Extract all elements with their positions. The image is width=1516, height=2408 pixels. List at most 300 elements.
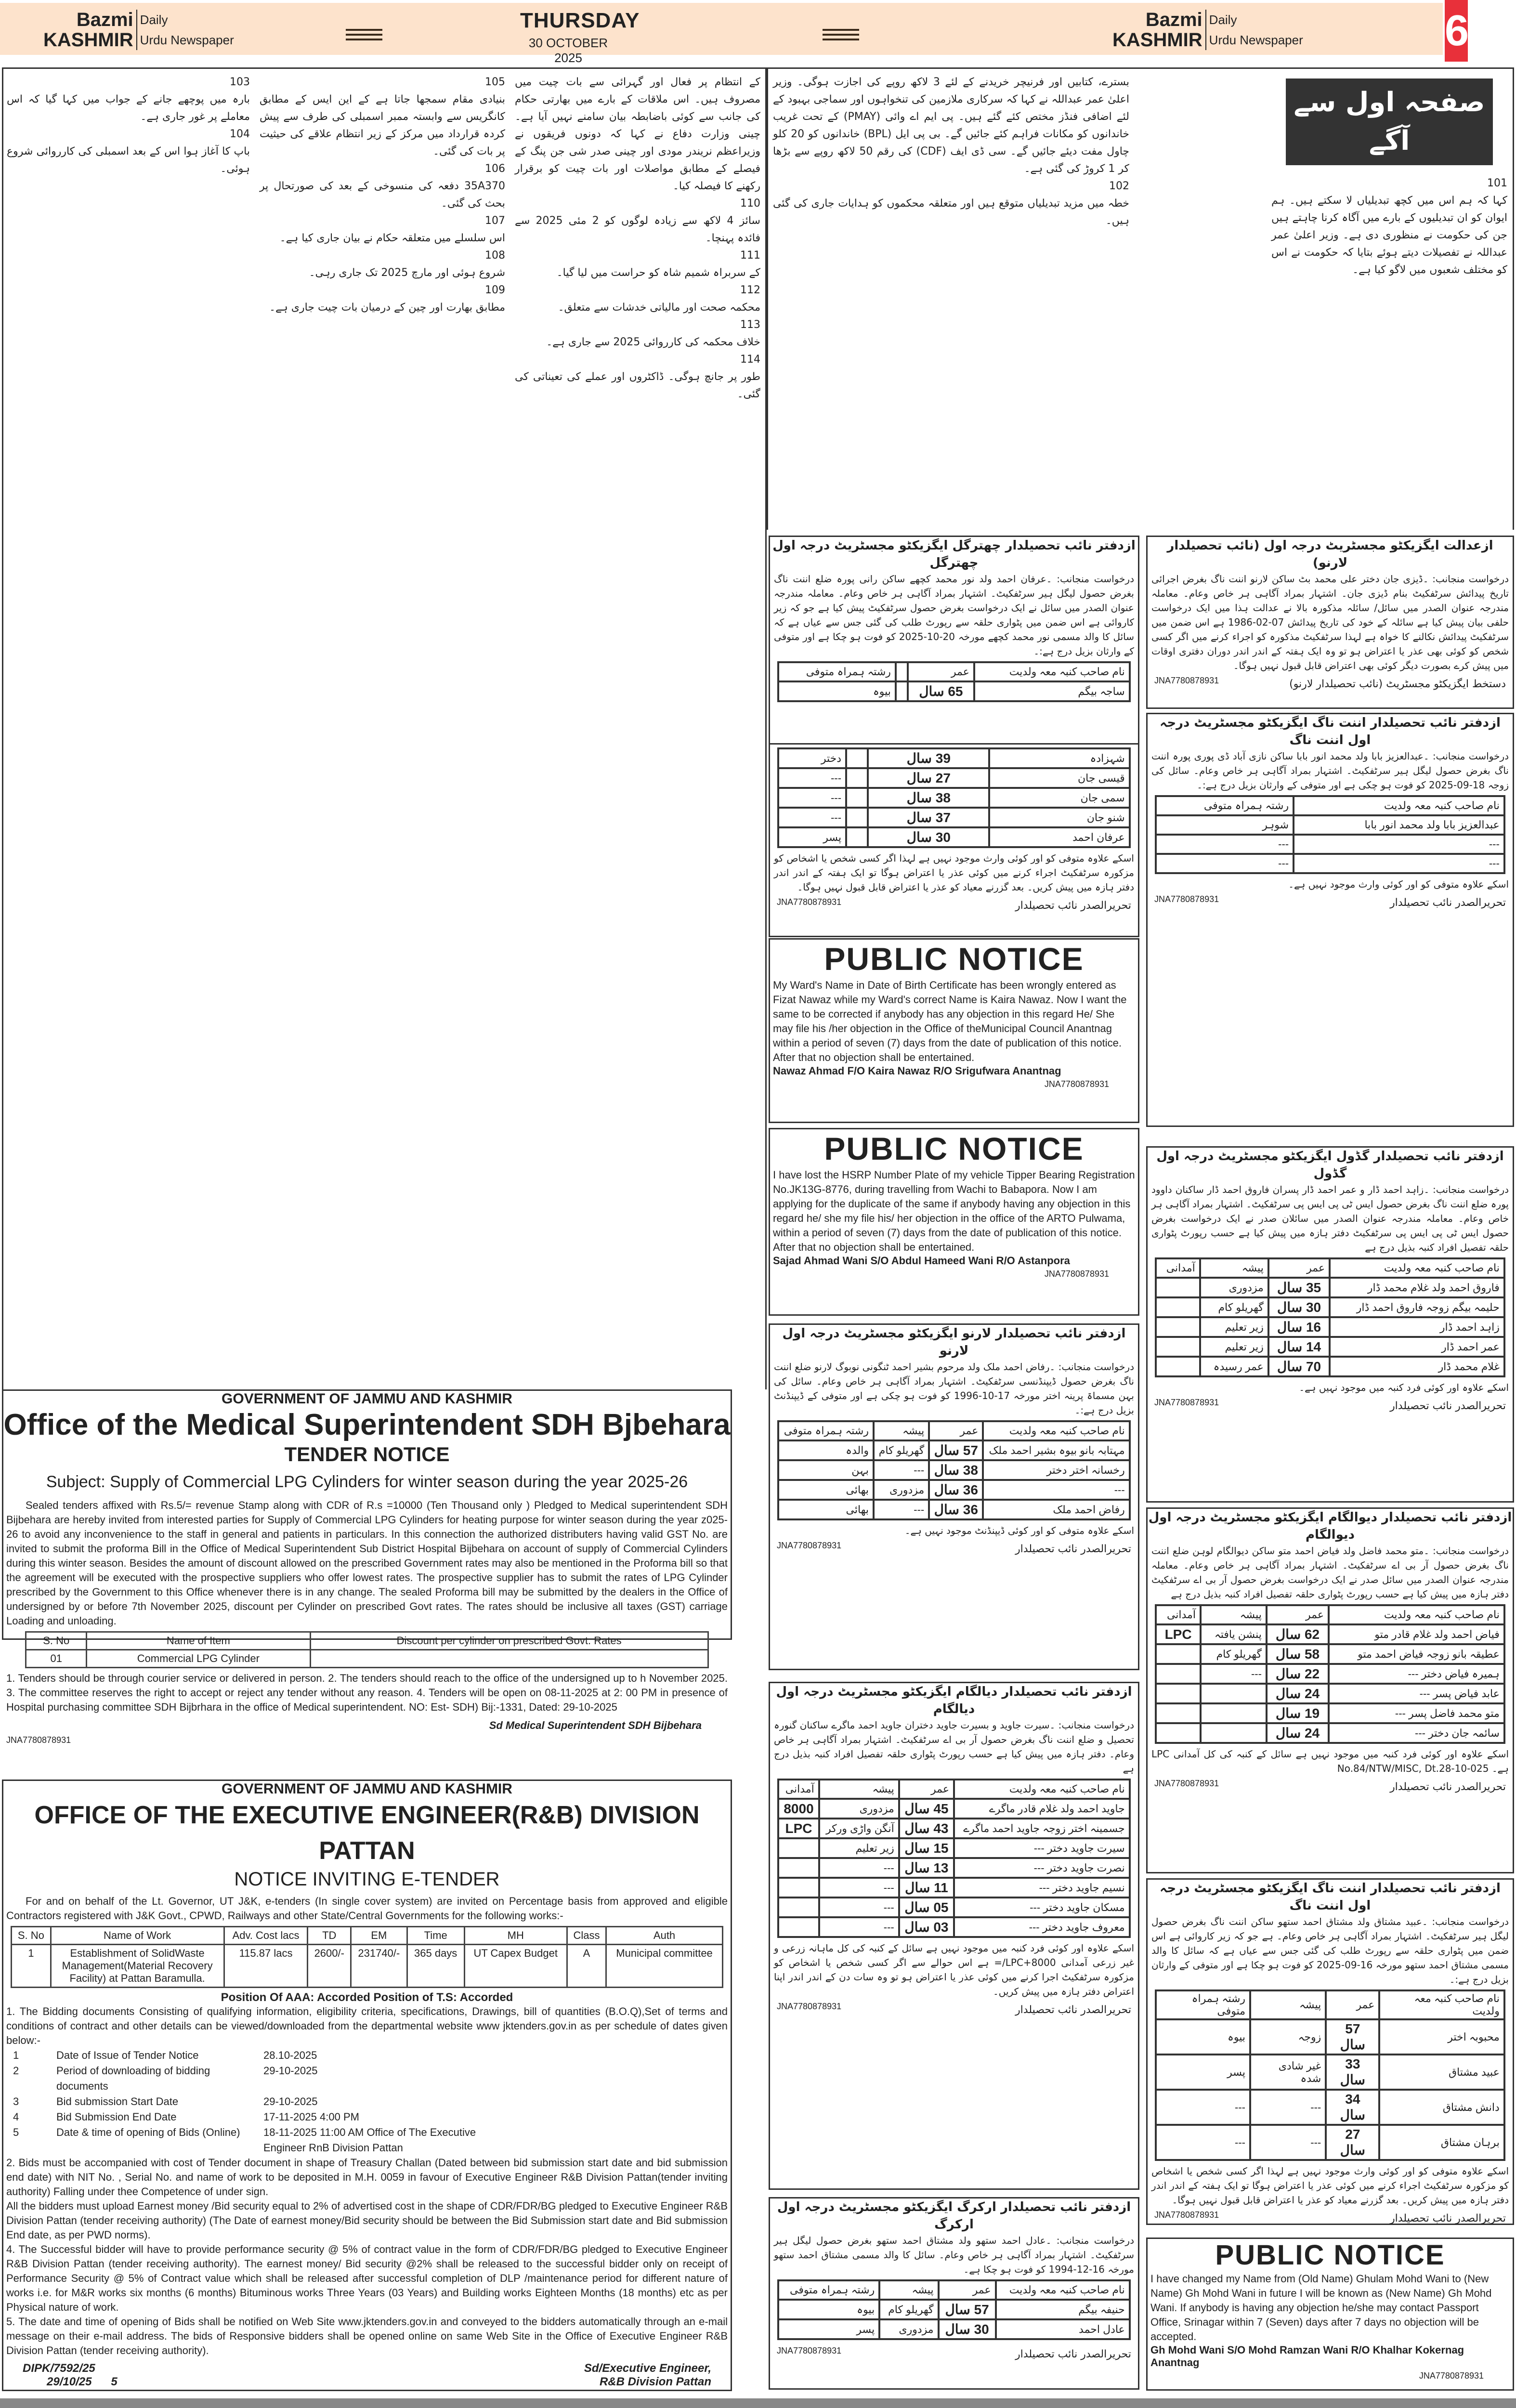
notice-title: ازعدالت ایگزیکٹو مجسٹریٹ درجہ اول (نائب تحصیلدار لارنو): [1167, 538, 1493, 570]
schedule-row: [8, 2048, 726, 2063]
schedule-label: Date of Issue of Tender Notice: [56, 2049, 199, 2061]
masthead-rule-left: [346, 26, 382, 43]
table-cell: جاوید احمد ولد غلام قادر ماگرے: [954, 1799, 1130, 1819]
public-notice-hsrp-plate: [769, 1128, 1139, 1316]
table-cell: دانش مشتاق: [1379, 2090, 1504, 2125]
table-header: پیشہ: [1201, 1605, 1267, 1624]
table-row: [1156, 815, 1504, 835]
heirs-table: [777, 2279, 1130, 2340]
table-header: آمدانی: [1156, 1258, 1200, 1278]
ad-code: JNA7780878931: [1154, 1398, 1219, 1407]
front-continued-column: [1267, 69, 1512, 279]
table-cell: نسیم جاوید دختر ---: [954, 1878, 1130, 1898]
table-cell: 27 سال: [1326, 2125, 1379, 2160]
ad-code: JNA7780878931: [1044, 1079, 1109, 1089]
notice-signature: تحریرالصدر نائب تحصیلدار: [1015, 2348, 1131, 2360]
brand-name-line1: Bazmi: [76, 9, 133, 30]
section-number: 108: [485, 249, 505, 262]
table-cell: غلام محمد ڈار: [1330, 1357, 1504, 1376]
table-header: عمر: [1268, 1258, 1330, 1278]
heirs-table: [1155, 1989, 1505, 2161]
tender-body: Sealed tenders affixed with Rs.5/= revenue Stamp along with CDR of R.s =10000 (Ten Thousand only ) Pledged to Medical superintendent SDH Bijbehara are hereby invited from interested parties for Supply of Commercial LPG Cylinders for heating purpose for winter season during the year z025-26 to avoid any inconvenience to the staff in general and patients in particulars. In this connection the authorized distributers having valid GST No. are invited to submit the proforma Bill in the Office of Medical Superintendent Sub District Hospital Bijbehara on account of supply of Commercial Cylinders during this winter season. Besides the amount of discount allowed on the prescribed Government rates may also be mentioned in the Proforma bill so that the agreement will be executed with the prospective suppliers who offer lowest rates. The prospective supplier has to submit the rates of LPG Cylinder prescribed by the Government to this Office whenever there is in any change. The sealed Proforma bill may be submitted by the dealers in the Office of undersigned by or before 7th November 2025, discount per Cylinder on prescribed Govt rates. The rates should be inclusive all taxes (GST) carriage Loading and unloading.: [6, 1499, 728, 1627]
table-cell: ---: [819, 1858, 899, 1878]
table-row: [1156, 1297, 1504, 1317]
table-cell: 36 سال: [929, 1500, 983, 1519]
table-row: [778, 827, 1129, 847]
table-cell: LPC: [778, 1819, 819, 1838]
table-row: [1156, 1624, 1504, 1644]
ad-code: JNA7780878931: [1044, 1269, 1109, 1279]
family-table: [777, 1779, 1130, 1938]
notice-body: درخواست منجانب: ۔عبید مشتاق ولد مشتاق احمد ستھو ساکن اننت ناگ بغرض حصول لیگل ہیر سرٹفکیٹ۔ اشتہار بمراد آگاہی ہر خاص وعام۔ ہے جو کہ زیر کاروائی ہے اس ضمن میں پٹواری حلقہ سے رپورٹ طلب کی گئی جس سے عیاں ہے کہ سائل کا والد مسمی مشتاق احمد ستھو مورخہ 16-09-2025 کو فوت ہو چکا ہے اور متوفی کے وارثان بزیل درج ہے:۔: [1151, 1916, 1509, 1985]
ad-code: JNA7780878931: [777, 2002, 842, 2011]
table-cell: 231740/-: [351, 1945, 407, 1988]
table-cell: ---: [1250, 2125, 1326, 2160]
notice-title: ازدفتر نائب تحصیلدار اننت ناگ ایگزیکٹو مجسٹریٹ درجہ اول اننت ناگ: [1160, 716, 1501, 747]
news-paragraph: محکمہ صحت اور مالیاتی خدشات سے متعلق۔: [558, 301, 760, 314]
notice-signature: تحریرالصدر نائب تحصیلدار: [1390, 897, 1506, 909]
table-cell: بھائی: [778, 1480, 874, 1500]
schedule-num: 5: [13, 2126, 19, 2138]
tender-notice-sdh: [2, 1389, 732, 1745]
table-cell: [1156, 1684, 1201, 1703]
table-cell: 24 سال: [1267, 1684, 1329, 1703]
table-header: Adv. Cost lacs: [224, 1927, 308, 1945]
page-number: 6: [1445, 0, 1468, 62]
table-row: [778, 2300, 1129, 2319]
table-cell: 57 سال: [929, 1440, 983, 1460]
notice-body: درخواست منجانب: ۔عادل احمد ستھو ولد مشتاق احمد ستھو بغرض حصول لیگل ہیر سرٹفکیٹ۔ اشتہار بمراد آگاہی ہر خاص وعام۔ سائل کا والد مسمی مشتاق احمد ستھو مورخہ 16-12-1994 کو فوت ہو چکا ہے۔: [774, 2235, 1134, 2275]
notice-closing: اسکے علاوہ اور کوئی فرد کنبہ میں موجود نہیں ہے سائل کے کنبہ کی کل آمدانی LPC ہے۔ No.84/NTW/MISC, Dt.28-10-025: [1151, 1748, 1509, 1774]
table-cell: عبید مشتاق: [1379, 2055, 1504, 2090]
news-paragraph: خلاف محکمہ کی کارروائی 2025 سے جاری ہے۔: [546, 336, 760, 348]
table-cell: 15 سال: [899, 1838, 954, 1858]
section-number: 110: [740, 197, 760, 209]
table-cell: ---: [819, 1917, 899, 1937]
table-header: نام صاحب کنبہ معہ ولدیت: [954, 1780, 1130, 1799]
table-cell: 01: [26, 1650, 87, 1668]
table-cell: [778, 1917, 819, 1937]
tender-para: 2. Bids must be accompanied with cost of Tender document in shape of Treasury Challan (Dated between bid submission start date and bid submission end date) with NIT No. , Serial No. and name of work to be deposited in M.H. 0059 in favour of Executive Engineer R&B Division Pattan(tender inviting authority) Falling under thee Competence of under sign.: [6, 2157, 728, 2198]
table-row: [778, 1480, 1129, 1500]
table-row: [1156, 1684, 1504, 1703]
news-column-4: [773, 74, 1129, 230]
table-header: رشتہ ہمراہ متوفی: [778, 662, 896, 681]
table-cell: عابد فیاض پسر ---: [1329, 1684, 1504, 1703]
table-row: [1156, 854, 1504, 873]
table-header: پیشہ: [819, 1780, 899, 1799]
table-row: [778, 681, 1129, 701]
table-row: [1156, 1337, 1504, 1357]
public-notice-name-change: [1146, 2238, 1514, 2391]
table-row: [778, 808, 1129, 827]
table-row: [1156, 835, 1504, 854]
table-cell: 30 سال: [939, 2319, 996, 2339]
schedule-value: 17-11-2025 4:00 PM: [263, 2111, 359, 2123]
table-cell: [778, 1878, 819, 1898]
news-column-2: [260, 74, 505, 316]
schedule-row: [8, 2125, 726, 2156]
table-cell: 05 سال: [899, 1898, 954, 1917]
table-cell: مزدوری: [1200, 1278, 1268, 1297]
table-header: نام صاحب کنبہ معہ ولدیت: [974, 662, 1130, 681]
table-row: [1156, 1317, 1504, 1337]
table-row: [778, 1819, 1129, 1838]
news-paragraph: خطہ میں مزید تبدیلیاں متوقع ہیں اور متعلقہ محکموں کو ہدایات جاری کی گئی ہیں۔: [773, 197, 1129, 227]
news-block-right: [767, 67, 1514, 530]
table-cell: پسر: [778, 827, 846, 847]
table-cell: گھریلو کام: [874, 1440, 929, 1460]
heirs-table: [1155, 795, 1505, 874]
table-cell: فیاض احمد ولد غلام قادر متو: [1329, 1624, 1504, 1644]
table-cell: متو محمد فاضل پسر ---: [1329, 1703, 1504, 1723]
table-row: [778, 748, 1129, 768]
signature-line1: Sd/Executive Engineer,: [584, 2362, 711, 2375]
table-row: [778, 1799, 1129, 1819]
table-cell: [846, 768, 868, 788]
notice-title: ازدفتر نائب تحصیلدار چھترگل ایگزیکٹو مجسٹریٹ درجہ اول چھترگل: [772, 538, 1136, 570]
table-header: پیشہ: [874, 1421, 929, 1440]
table-cell: رفاض احمد ملک: [983, 1500, 1129, 1519]
table-cell: [778, 1898, 819, 1917]
table-cell: [846, 827, 868, 847]
notice-body: درخواست منجانب: ۔رفاض احمد ملک ولد مرحوم بشیر احمد ٹنگونی نوبوگ لارنو ضلع اننت ناگ بغرض حصول ڈیپنڈنسی سرٹفکیٹ۔ اشتہار بمراد آگاہی ہر خاص وعام۔ سائل کی بہن مسماۃ پرینہ اختر مورخہ 17-10-1996 کو فوت ہو چکی ہے اور متوفی کے ڈیپنڈنٹ بزیل درج ہے:۔: [774, 1361, 1134, 1416]
table-cell: 70 سال: [1268, 1357, 1330, 1376]
table-cell: 16 سال: [1268, 1317, 1330, 1337]
news-column-1: [515, 74, 760, 403]
notice-body: درخواست منجانب: ۔عرفان احمد ولد نور محمد کچھے ساکن رانی پورہ ضلع اننت ناگ بغرض حصول لیگل ہیر سرٹفکیٹ۔ اشتہار بمراد آگاہی ہر خاص وعام۔ معاملہ مندرجہ عنوان الصدر میں سائل نے ایک درخواست بغرض حصول سرٹفکیٹ پیش کیا ہے جو کہ زیر کاروائی ہے اس ضمن میں پٹواری حلقہ سے رپورٹ طلب کی گئی جس سے عیاں ہے کہ سائل کا والد مسمی نور محمد کچھے مورخہ 20-10-2025 کو فوت ہو چکا ہے اور متوفی کے وارثان بزیل درج ہے:۔: [774, 573, 1135, 657]
table-header: رشتہ ہمراہ متوفی: [1156, 1990, 1250, 2019]
schedule-num: 3: [13, 2095, 19, 2107]
table-cell: 30 سال: [1268, 1297, 1330, 1317]
table-header: نام صاحب کنبہ معہ ولدیت: [996, 2280, 1130, 2300]
tender-para: 1. The Bidding documents Consisting of qualifying information, eligibility criteria, specifications, Drawings, bill of quantities (B.O.Q),Set of terms and conditions of contract and other details can be viewed/downloaded from the departmental website www jktenders.gov.in as per schedule of dates given below:-: [6, 2005, 728, 2046]
news-paragraph: مطابق بھارت اور چین کے درمیان بات چیت جاری ہے۔: [269, 301, 505, 314]
table-cell: ---: [983, 1480, 1129, 1500]
table-cell: [1201, 1684, 1267, 1703]
masthead-rule-right: [823, 26, 859, 43]
masthead-day: THURSDAY: [520, 9, 640, 32]
works-table: [11, 1926, 723, 1988]
notice-title: ازدفتر نائب تحصیلدار دیالگام ایگزیکٹو مجسٹریٹ درجہ اول دیالگام: [776, 1685, 1132, 1716]
notice-title: TENDER NOTICE: [284, 1443, 450, 1466]
table-cell: [778, 1838, 819, 1858]
table-cell: [1201, 1703, 1267, 1723]
table-cell: بیوہ: [1156, 2019, 1250, 2055]
masthead: [0, 3, 1443, 65]
table-header: آمدانی: [1156, 1605, 1201, 1624]
news-paragraph: بسترے، کتابیں اور فرنیچر خریدنے کے لئے 3 لاکھ روپے کی اجازت ہوگی۔ وزیر اعلیٰ عمر عبداللہ نے کہا کہ سرکاری ملازمین کی تنخواہوں اور سماجی بہبود کے لئے اضافی فنڈز مختص کئے گئے ہیں۔ پی ایم اے وائی (PMAY) کے تحت غریب خاندانوں کو مکانات فراہم کئے جائیں گے۔ بی پی ایل (BPL) خاندانوں کو 20 کلو چاول مفت دیئے جائیں گے۔ سی ڈی ایف (CDF) کی رقم 50 لاکھ روپے سے بڑھا کر 1 کروڑ کی گئی ہے۔: [773, 76, 1129, 175]
table-cell: ---: [1201, 1664, 1267, 1684]
table-cell: A: [567, 1945, 606, 1988]
table-cell: پسر: [778, 2319, 879, 2339]
table-header: پیشہ: [1200, 1258, 1268, 1278]
notice-signature: تحریرالصدر نائب تحصیلدار: [1390, 1781, 1506, 1793]
table-header: Class: [567, 1927, 606, 1945]
table-cell: شہزادہ: [989, 748, 1129, 768]
schedule-label: Bid Submission End Date: [56, 2111, 177, 2123]
public-notice-title: PUBLIC NOTICE: [1215, 2239, 1445, 2271]
notice-body: درخواست منجانب: ۔ڈیزی جان دختر علی محمد بٹ ساکن لارنو اننت ناگ بغرض اجرائی تاریخ پیدائش سرٹفکیٹ بنام ڈیزی جان۔ اشتہار بمراد آگاہی ہر خاص وعام۔ معاملہ مندرجہ عنوان الصدر میں سائل/ سائلہ مذکورہ بالا نے عدالت ہذا میں ایک درخواست حلفی بیان پیش کیا ہے سائلہ کے خود کی تاریخ پیدائش 07-02-1986 ہے اس ضمن میں سرٹفکیٹ پیدائش نکالنے کا خواہ ہے لہذا سرٹفکیٹ مذکورہ کو اجراء کرنے میں اگر کسی شخص کو کوئی بھی عذر یا اعتراض ہو تو وہ ایک ہفتہ کے اندر اندر دوران دفتری اوقات میں پیش کرے بصورت دیگر کوئی بھی اعتراض قابل قبول نہیں ہوگا۔: [1151, 573, 1509, 671]
table-header: Name of Work: [51, 1927, 224, 1945]
table-cell: 33 سال: [1326, 2055, 1379, 2090]
brand-logo-left: [43, 10, 234, 50]
notice-signature: تحریرالصدر نائب تحصیلدار: [1015, 2004, 1131, 2016]
news-paragraph: کے سربراہ شمیم شاہ کو حراست میں لیا گیا۔: [556, 267, 760, 279]
table-cell: سیرت جاوید دختر ---: [954, 1838, 1130, 1858]
table-row: [778, 1440, 1129, 1460]
table-cell: مزدوری: [819, 1799, 899, 1819]
masthead-date: 30 OCTOBER 2025: [528, 36, 608, 65]
table-cell: بھائی: [778, 1500, 874, 1519]
table-cell: ---: [819, 1898, 899, 1917]
table-cell: نصرت جاوید دختر ---: [954, 1858, 1130, 1878]
news-paragraph: اس سلسلے میں متعلقہ حکام نے بیان جاری کیا ہے۔: [279, 232, 505, 244]
section-number: 112: [740, 284, 760, 296]
table-header: عمر: [908, 662, 974, 681]
table-header: EM: [351, 1927, 407, 1945]
table-cell: [846, 808, 868, 827]
table-cell: 57 سال: [939, 2300, 996, 2319]
tender-terms: 1. Tenders should be through courier service or delivered in person. 2. The tenders should reach to the office of the undersigned up to h November 2025. 3. The committee reserves the right to accept or reject any tender without any reason. 4. Tenders will be open on 08-11-2025 at 2: 00 PM in presence of Hospital purchasing committee SDH Bijbrhara in the office of Medical superintendent. NO: Est- SDH) Bij:-1331, Dated: 29-10-2025: [6, 1672, 728, 1713]
table-cell: 35 سال: [1268, 1278, 1330, 1297]
table-cell: پسر: [1156, 2055, 1250, 2090]
urdu-notice-larnoo: [769, 1323, 1139, 1670]
brand-tag-line1: Daily: [1209, 13, 1237, 27]
notice-signature: تحریرالصدر نائب تحصیلدار: [1015, 1543, 1131, 1555]
table-cell: گھریلو کام: [1201, 1644, 1267, 1664]
section-number: 104: [230, 128, 250, 140]
table-cell: 11 سال: [899, 1878, 954, 1898]
brand-tag-line2: Urdu Newspaper: [140, 33, 234, 47]
table-cell: عادل احمد: [996, 2319, 1130, 2339]
table-header: پیشہ: [879, 2280, 938, 2300]
signature-line2: R&B Division Pattan: [599, 2375, 711, 2388]
heirs-table: [777, 747, 1130, 848]
tender-subject: Subject: Supply of Commercial LPG Cylinders for winter season during the year 2025-26: [46, 1473, 688, 1491]
tender-intro: For and on behalf of the Lt. Governor, UT J&K, e-tenders (In single cover system) are invited on Percentage basis from approved and eligible Contractors registered with J&K Govt., CPWD, Railways and other State/Central Governments for the following works:-: [6, 1895, 728, 1922]
table-cell: مزدوری: [874, 1480, 929, 1500]
schedule-row: [8, 2063, 726, 2094]
table-header: نام صاحب کنبہ معہ ولدیت: [1294, 796, 1504, 815]
tender-date: 29/10/25: [47, 2375, 92, 2388]
table-cell: زاہد احمد ڈار: [1330, 1317, 1504, 1337]
section-number: 103: [230, 76, 250, 88]
urdu-notice-bottom-center: [769, 2197, 1139, 2390]
table-cell: 36 سال: [929, 1480, 983, 1500]
table-header: رشتہ ہمراہ متوفی: [778, 1421, 874, 1440]
ad-code: JNA7780878931: [1154, 894, 1219, 904]
table-row: [778, 768, 1129, 788]
notice-body: درخواست منجانب: ۔زاہد احمد ڈار و عمر احمد ڈار پسران فاروق احمد ڈار ساکنان داوود پورہ ضلع اننت ناگ بغرض حصول ایس ٹی پی ایس پی سرٹفکیٹ۔ اشتہار بمراد آگاہی ہر خاص وعام۔ معاملہ مندرجہ عنوان الصدر میں سائلان صدر نے ایک درخواست بغرض حصول ایس ٹی پی ایس پی سرٹفکیٹ دفتر ہازہ میں پیش کیا ہے حسب رپورٹ پٹواری حلقہ تفصیل افراد کنبہ بذیل درج ہے: [1151, 1184, 1509, 1253]
table-cell: آنگن واڑی ورکر: [819, 1819, 899, 1838]
table-cell: سمی جان: [989, 788, 1129, 808]
table-cell: گھریلو کام: [879, 2300, 938, 2319]
schedule-value: 28.10-2025: [263, 2049, 317, 2061]
news-paragraph: باپ کا آغاز ہوا اس کے بعد اسمبلی کی کارروائی شروع ہوئی۔: [7, 145, 250, 175]
table-row: [1156, 1703, 1504, 1723]
table-cell: ---: [1156, 2125, 1250, 2160]
table-header: رشتہ ہمراہ متوفی: [1156, 796, 1294, 815]
table-header: Name of Item: [87, 1632, 310, 1650]
table-cell: حنیفہ بیگم: [996, 2300, 1130, 2319]
table-cell: ---: [1156, 2090, 1250, 2125]
notice-title: NOTICE INVITING E-TENDER: [234, 1869, 500, 1890]
table-cell: جسمینہ اختر زوجہ جاوید احمد ماگرے: [954, 1819, 1130, 1838]
ad-code: JNA7780878931: [1419, 2371, 1484, 2381]
table-row: [1156, 1644, 1504, 1664]
family-table: [1155, 1257, 1505, 1377]
table-row: [778, 1838, 1129, 1858]
brand-tag-line1: Daily: [140, 13, 168, 27]
heirs-table: [777, 661, 1130, 702]
news-paragraph: بنیادی مقام سمجھا جاتا ہے کے این ایس کے مطابق کانگریس سے وابستہ ممبر اسمبلی کی طرف سے پیش کردہ قرارداد میں مرکز کے زیر انتظام علاقے کی حیثیت پر بات کی گئی۔: [260, 93, 505, 157]
table-cell: [1156, 1337, 1200, 1357]
table-cell: سائمہ جان دختر ---: [1329, 1723, 1504, 1743]
table-header: آمدانی: [778, 1780, 819, 1799]
table-cell: Establishment of SolidWaste Management(Material Recovery Facility) at Pattan Baramulla.: [51, 1945, 224, 1988]
table-row: [778, 2319, 1129, 2339]
table-cell: 03 سال: [899, 1917, 954, 1937]
table-cell: غیر شادی شدہ: [1250, 2055, 1326, 2090]
table-cell: 37 سال: [868, 808, 989, 827]
news-paragraph: طور پر جانچ ہوگی۔ ڈاکٹروں اور عملے کی تعیناتی کی گئی۔: [515, 371, 760, 400]
urdu-notice-dialgam: [769, 1682, 1139, 2190]
notice-closing: اسکے علاوہ متوفی کو اور کوئی ڈیپنڈنٹ موجود نہیں ہے۔: [904, 1525, 1134, 1536]
notice-body: درخواست منجانب: ۔سیرت جاوید و بسیرت جاوید دختران جاوید احمد ماگرے ساکنان گنورہ تحصیل و ضلع اننت ناگ بغرض حصول آر بی اے سرٹفکیٹ۔ اشتہار بمراد آگاہی ہر خاص وعام۔ دفتر ہازہ میں پیش کیا ہے حسب رپورٹ پٹواری حلقہ تفصیل افراد کنبہ بذیل درج ہے: [774, 1719, 1134, 1774]
table-header: MH: [464, 1927, 567, 1945]
table-cell: [1156, 1357, 1200, 1376]
urdu-notice-anantnag: [1146, 713, 1514, 1127]
table-cell: [310, 1650, 708, 1668]
urdu-notice-gadool: [1146, 1146, 1514, 1503]
table-row: [778, 1500, 1129, 1519]
table-row: [778, 1858, 1129, 1878]
news-block-left: [2, 67, 767, 1389]
urdu-notice-chhatergul-cont: [769, 745, 1139, 937]
table-cell: ---: [1294, 835, 1504, 854]
tender-para: All the bidders must upload Earnest money /Bid security equal to 2% of advertised cost in the shape of CDR/FDR/BG pledged to Executive Engineer R&B Division Pattan (tender receiving authority) (The Date of earnest money/Bid security should be between the Bid Submission start date and Bid submission End date, as per PWD norms).: [6, 2200, 728, 2241]
table-header: عمر: [1326, 1990, 1379, 2019]
table-row: [778, 1878, 1129, 1898]
table-cell: 38 سال: [929, 1460, 983, 1480]
schedule-num: 1: [13, 2049, 19, 2061]
table-cell: محبوبہ اختر: [1379, 2019, 1504, 2055]
table-cell: LPC: [1156, 1624, 1201, 1644]
table-cell: 115.87 lacs: [224, 1945, 308, 1988]
table-cell: 30 سال: [868, 827, 989, 847]
table-cell: دختر: [778, 748, 846, 768]
table-row: [1156, 1278, 1504, 1297]
table-cell: [1156, 1723, 1201, 1743]
notice-signature: دستخط ایگزیکٹو مجسٹریٹ (نائب تحصیلدار لارنو): [1289, 678, 1506, 690]
news-paragraph: شروع ہوئی اور مارچ 2025 تک جاری رہی۔: [309, 267, 505, 279]
dipk-ref: DIPK/7592/25: [23, 2362, 95, 2375]
table-row: [1156, 2090, 1504, 2125]
schedule-label: Period of downloading of bidding documents: [56, 2065, 210, 2092]
table-row: [26, 1650, 708, 1668]
table-cell: شنو جان: [989, 808, 1129, 827]
table-header: Auth: [606, 1927, 723, 1945]
section-number: 107: [485, 215, 505, 227]
gov-heading: GOVERNMENT OF JAMMU AND KASHMIR: [222, 1391, 512, 1407]
table-header: نام صاحب کنبہ معہ ولدیت: [1330, 1258, 1504, 1278]
table-header: نام صاحب کنبہ معہ ولدیت: [1329, 1605, 1504, 1624]
notice-signature: تحریرالصدر نائب تحصیلدار: [1390, 2212, 1506, 2225]
table-cell: ---: [1156, 835, 1294, 854]
table-header: پیشہ: [1250, 1990, 1326, 2019]
notice-closing: اسکے علاوہ اور کوئی فرد کنبہ میں موجود نہیں ہے۔: [1299, 1382, 1509, 1393]
table-cell: زیر تعلیم: [819, 1838, 899, 1858]
page-footer-bar: [0, 2398, 1516, 2408]
table-cell: عبدالعزیز بابا ولد محمد انور بابا: [1294, 815, 1504, 835]
public-notice-birth-certificate: [769, 938, 1139, 1123]
table-header: S. No: [12, 1927, 51, 1945]
table-row: [778, 1898, 1129, 1917]
table-cell: [1156, 1664, 1201, 1684]
table-cell: عمر رسیدہ: [1200, 1357, 1268, 1376]
public-notice-signature: Sajad Ahmad Wani S/O Abdul Hameed Wani R/O Astanpora: [773, 1255, 1070, 1267]
table-cell: برہان مشتاق: [1379, 2125, 1504, 2160]
schedule-row: [8, 2109, 726, 2125]
section-number: 113: [740, 319, 760, 331]
ad-code: JNA7780878931: [777, 2346, 842, 2356]
table-cell: ---: [874, 1500, 929, 1519]
table-cell: ---: [874, 1460, 929, 1480]
table-cell: Municipal committee: [606, 1945, 723, 1988]
schedule-num: 4: [13, 2111, 19, 2123]
table-cell: بیوہ: [778, 681, 896, 701]
table-cell: ساجہ بیگم: [974, 681, 1130, 701]
notice-title: ازدفتر نائب تحصیلدار ارکرگ ایگزیکٹو مجسٹریٹ درجہ اول ارکرگ: [777, 2200, 1131, 2232]
ad-code: JNA7780878931: [1154, 676, 1219, 685]
section-number: 109: [485, 284, 505, 296]
table-cell: 14 سال: [1268, 1337, 1330, 1357]
notice-title: ازدفتر نائب تحصیلدار گڈول ایگزیکٹو مجسٹریٹ درجہ اول گڈول: [1156, 1149, 1504, 1181]
table-cell: رخسانہ اختر دختر: [983, 1460, 1129, 1480]
table-cell: 45 سال: [899, 1799, 954, 1819]
tender-para: 5. The date and time of opening of Bids shall be notified on Web Site www.jktenders.gov.in and conveyed to the bidders automatically through an e-mail message on their e-mail address. The bids of Responsive bidders shall be opened online on same Web Site in the Office of Executive Engineer R&B Division Pattan (tender receiving authority).: [6, 2316, 728, 2356]
table-cell: مزدوری: [879, 2319, 938, 2339]
section-number: 105: [485, 76, 505, 88]
table-header: عمر: [929, 1421, 983, 1440]
news-column-3: [7, 74, 250, 178]
table-header: رشتہ ہمراہ متوفی: [778, 2280, 879, 2300]
table-cell: 39 سال: [868, 748, 989, 768]
table-cell: Commercial LPG Cylinder: [87, 1650, 310, 1668]
table-cell: 57 سال: [1326, 2019, 1379, 2055]
table-cell: [1156, 1297, 1200, 1317]
table-header: S. No: [26, 1632, 87, 1650]
tender-footer: [3, 2358, 731, 2393]
table-cell: ---: [1294, 854, 1504, 873]
schedule-label: Date & time of opening of Bids (Online): [56, 2126, 240, 2138]
tender-notice-rb-pattan: [2, 1780, 732, 2391]
schedule-value: 29-10-2025: [263, 2095, 318, 2107]
section-number: 102: [1109, 180, 1129, 192]
ad-code: JNA7780878931: [6, 1735, 71, 1745]
table-row: [1156, 1357, 1504, 1376]
table-cell: فاروق احمد ولد غلام محمد ڈار: [1330, 1278, 1504, 1297]
news-paragraph: 35A370 دفعہ کی منسوخی کے بعد کی صورتحال پر بحث کی گئی۔: [260, 180, 505, 209]
table-cell: 38 سال: [868, 788, 989, 808]
table-header: نام صاحب کنبہ معہ ولدیت: [983, 1421, 1129, 1440]
table-row: [1156, 2125, 1504, 2160]
table-cell: 62 سال: [1267, 1624, 1329, 1644]
table-cell: [846, 748, 868, 768]
tender-copies: 5: [111, 2375, 118, 2388]
table-cell: بیوہ: [778, 2300, 879, 2319]
